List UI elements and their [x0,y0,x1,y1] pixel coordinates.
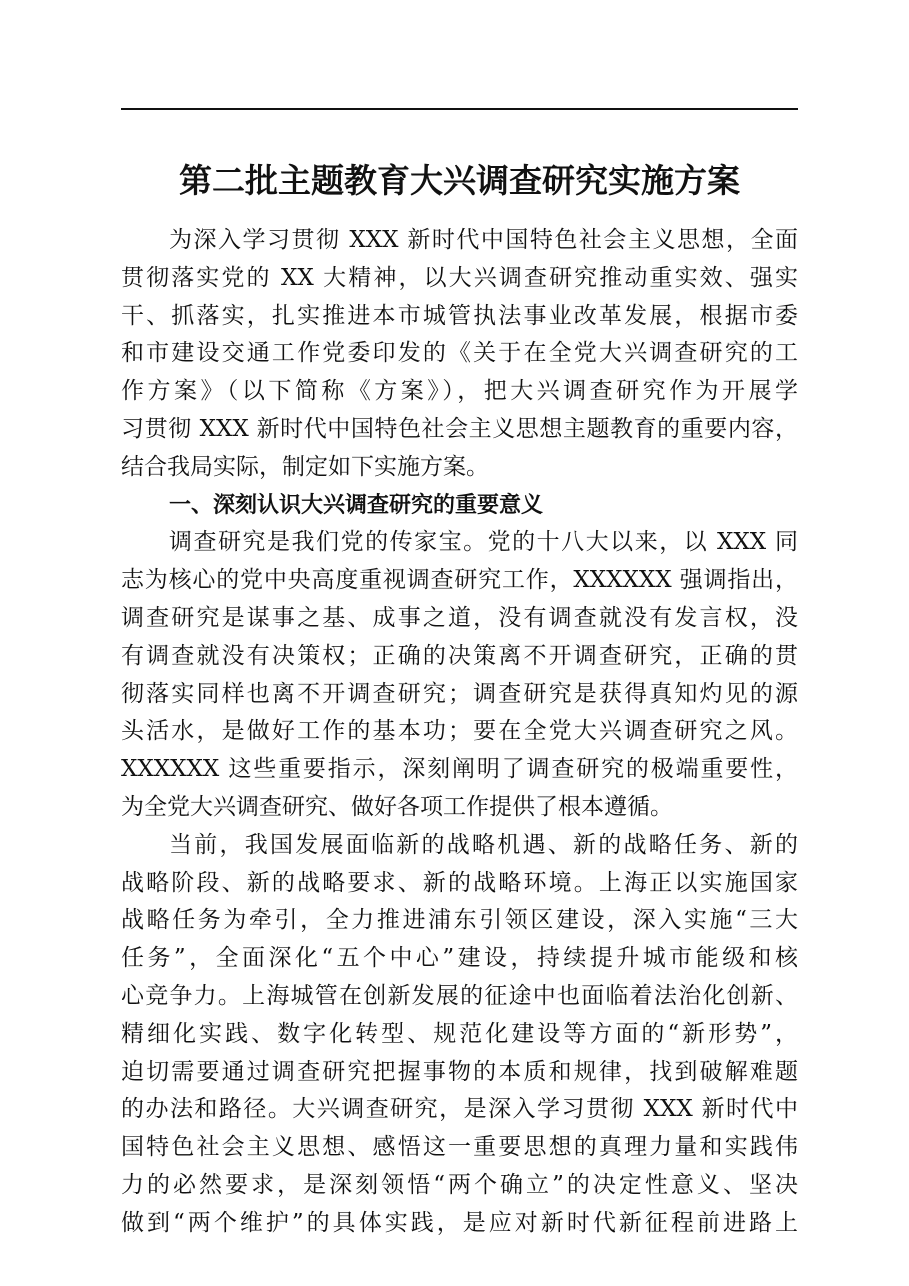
paragraph-line: XXXXXX 这些重要指示，深刻阐明了调查研究的极端重要性， [121,756,798,783]
paragraph-line: 结合我局实际，制定如下实施方案。 [121,453,489,480]
paragraph-line: 头活水，是做好工作的基本功；要在全党大兴调查研究之风。 [121,718,798,745]
section-heading: 一、深刻认识大兴调查研究的重要意义 [169,492,544,518]
paragraph-line: 心竞争力。上海城管在创新发展的征途中也面临着法治化创新、 [121,982,798,1009]
paragraph-line: 习贯彻 XXX 新时代中国特色社会主义思想主题教育的重要内容， [121,415,798,442]
paragraph-line: 和市建设交通工作党委印发的《关于在全党大兴调查研究的工 [121,340,798,367]
document-body [121,222,798,1243]
paragraph-line: 干、抓落实，扎实推进本市城管执法事业改革发展，根据市委 [121,302,798,329]
paragraph-line: 调查研究是谋事之基、成事之道，没有调查就没有发言权，没 [121,604,798,631]
paragraph-line: 力的必然要求，是深刻领悟“两个确立”的决定性意义、坚决 [121,1171,798,1198]
paragraph-line: 战略任务为牵引，全力推进浦东引领区建设，深入实施“三大 [121,907,798,934]
paragraph-line: 迫切需要通过调查研究把握事物的本质和规律，找到破解难题 [121,1058,798,1085]
paragraph-line: 志为核心的党中央高度重视调查研究工作，XXXXXX 强调指出， [121,567,798,594]
paragraph-line: 调查研究是我们党的传家宝。党的十八大以来，以 XXX 同 [169,529,798,556]
header-rule [121,108,798,110]
paragraph-line: 任务”，全面深化“五个中心”建设，持续提升城市能级和核 [121,945,798,972]
document-title: 第二批主题教育大兴调查研究实施方案 [179,161,740,200]
paragraph-line: 为深入学习贯彻 XXX 新时代中国特色社会主义思想，全面 [169,227,798,253]
paragraph-line: 有调查就没有决策权；正确的决策离不开调查研究，正确的贯 [121,642,798,669]
paragraph-line: 彻落实同样也离不开调查研究；调查研究是获得真知灼见的源 [121,680,798,707]
paragraph-line: 国特色社会主义思想、感悟这一重要思想的真理力量和实践伟 [121,1134,798,1161]
paragraph-line: 作方案》（以下简称《方案》），把大兴调查研究作为开展学 [121,378,798,405]
paragraph-line: 为全党大兴调查研究、做好各项工作提供了根本遵循。 [121,793,673,820]
paragraph-line: 做到“两个维护”的具体实践，是应对新时代新征程前进路上 [121,1209,798,1236]
paragraph-line: 贯彻落实党的 XX 大精神，以大兴调查研究推动重实效、强实 [121,264,798,291]
paragraph-line: 的办法和路径。大兴调查研究，是深入学习贯彻 XXX 新时代中 [121,1096,798,1123]
paragraph-line: 精细化实践、数字化转型、规范化建设等方面的“新形势”， [121,1020,798,1047]
paragraph-line: 战略阶段、新的战略要求、新的战略环境。上海正以实施国家 [121,869,798,896]
paragraph-line: 当前，我国发展面临新的战略机遇、新的战略任务、新的 [169,831,798,858]
